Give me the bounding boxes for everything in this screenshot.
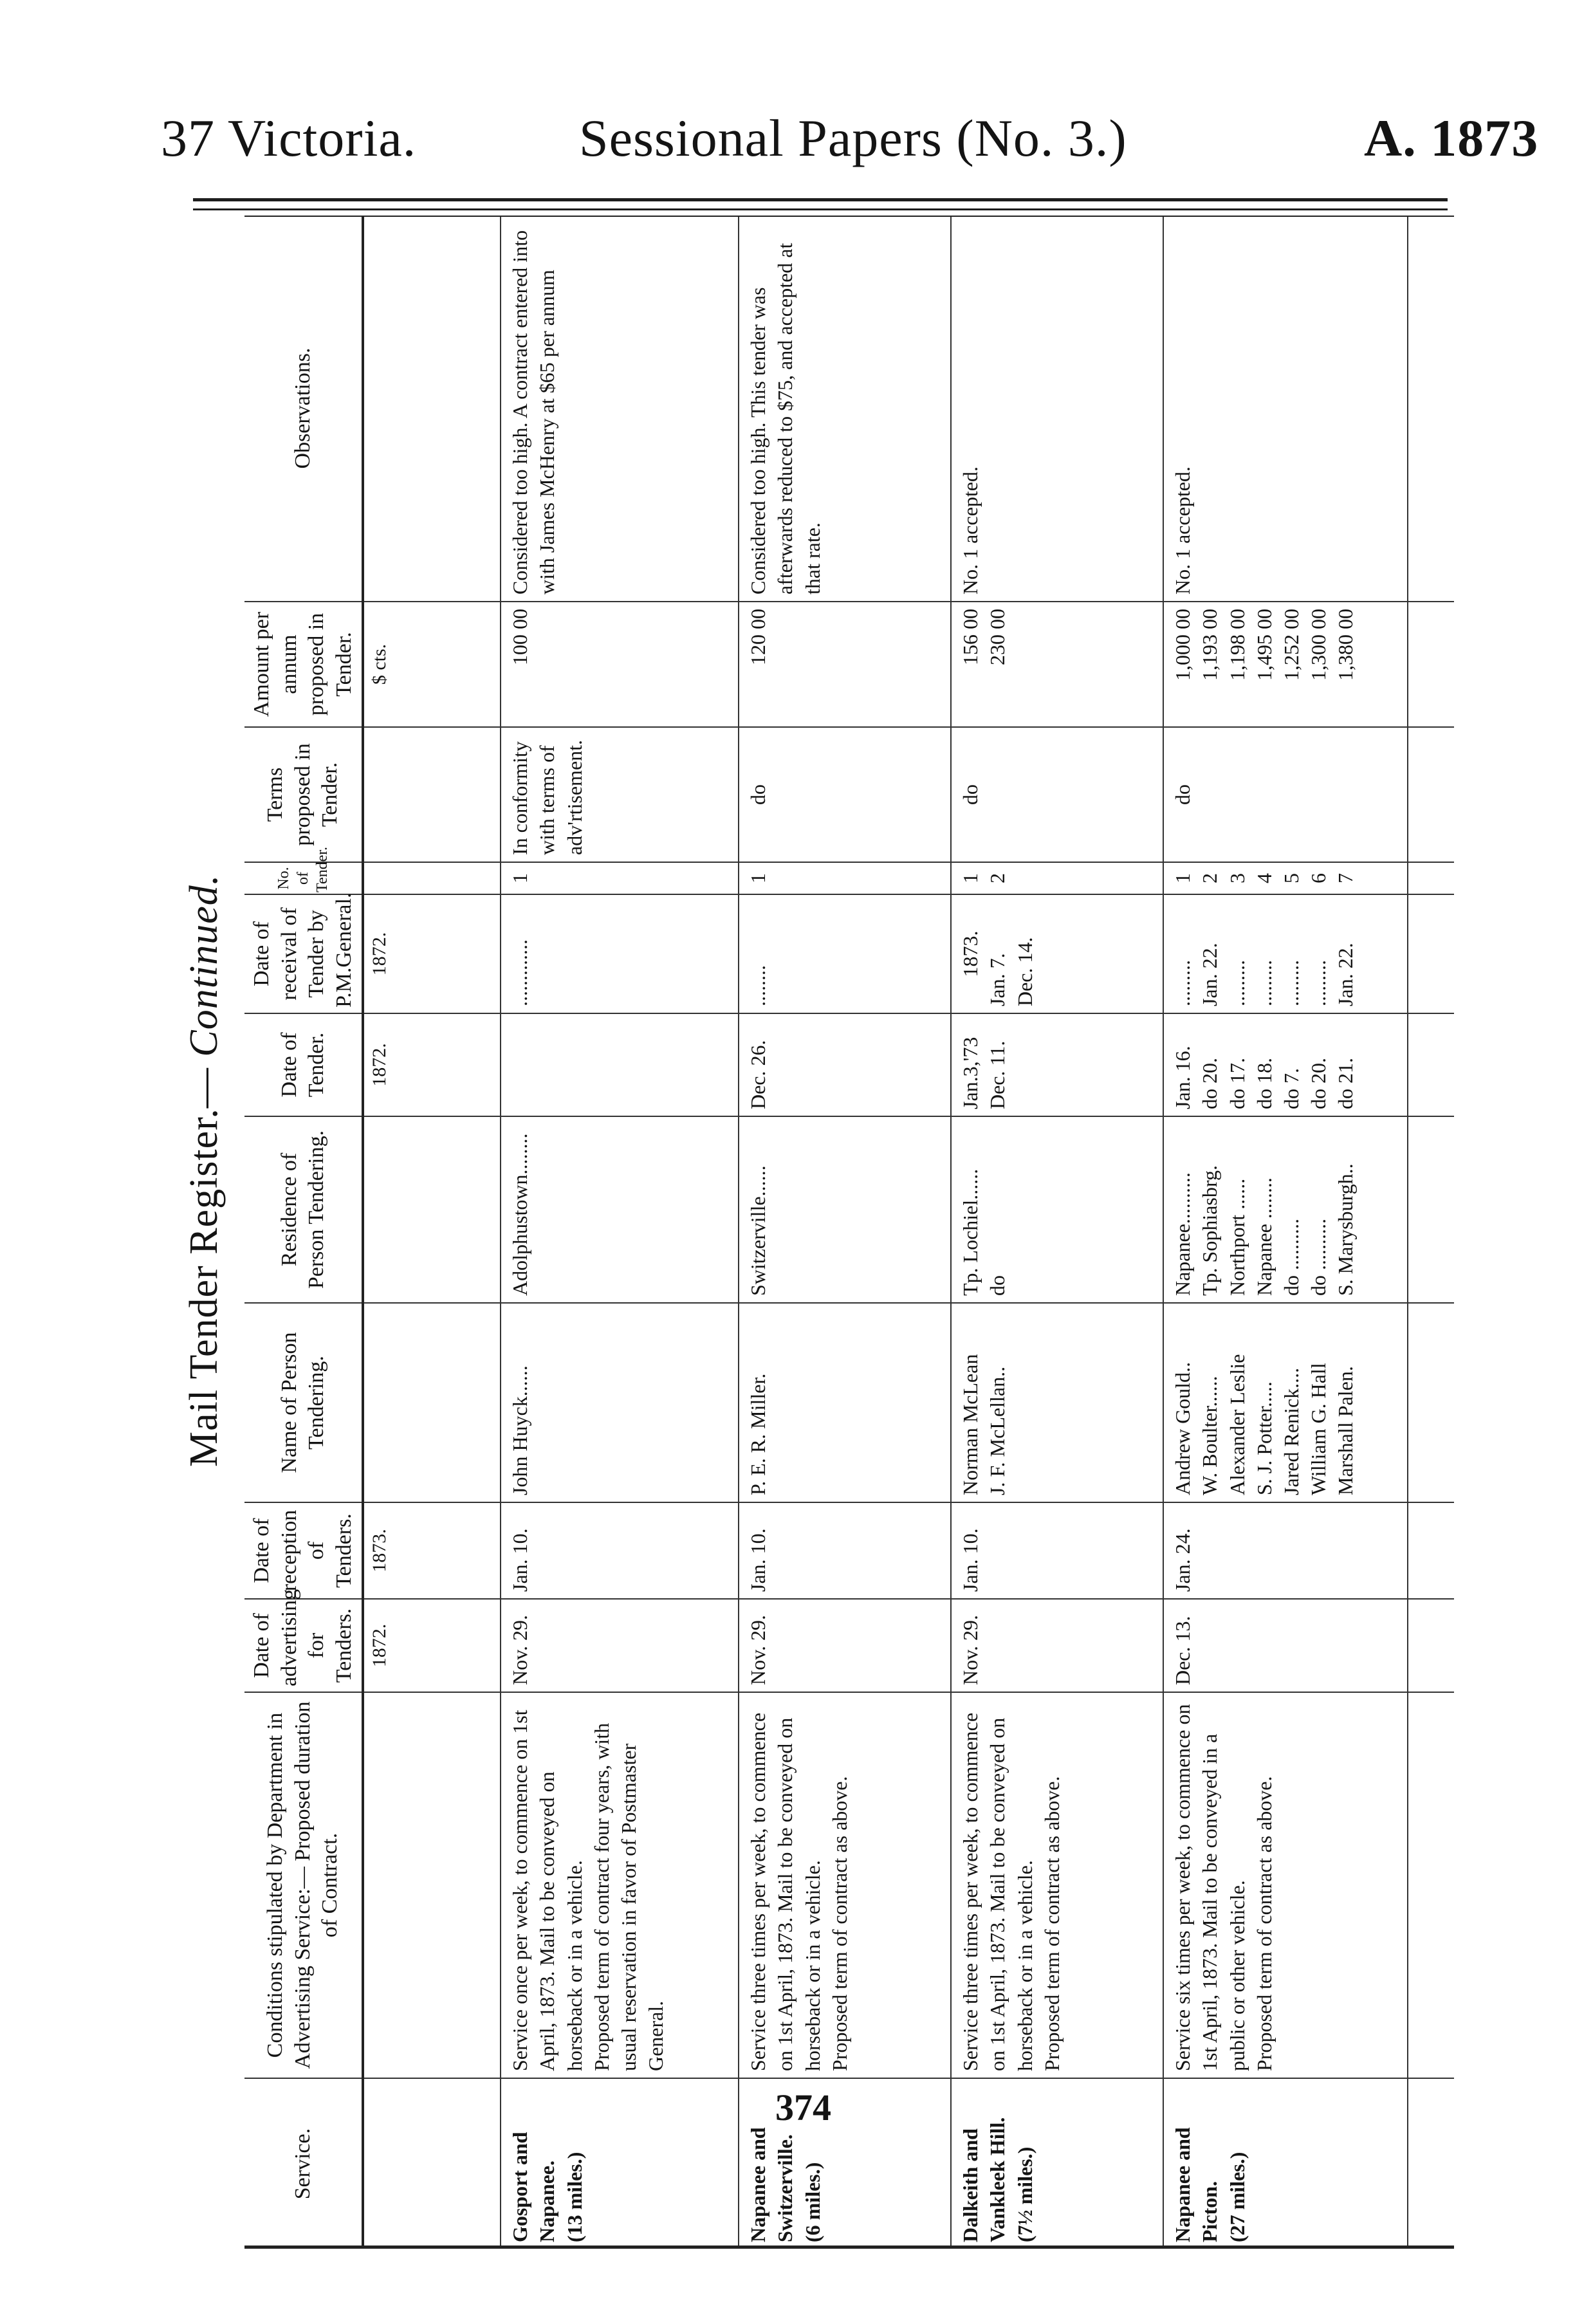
tenderer-residence: S. Marysburgh.. bbox=[1334, 1163, 1358, 1296]
tenderer-residence: Tp. Lochiel...... bbox=[959, 1168, 982, 1296]
table-row bbox=[951, 216, 1163, 2249]
unit-receival-year: 1872. bbox=[363, 894, 501, 1013]
duration-text: Proposed term of contract as above. bbox=[1040, 1776, 1064, 2071]
tenderer-residence: Napanee ........ bbox=[1252, 1177, 1276, 1296]
tender-number: 2 bbox=[1198, 873, 1222, 883]
receival-date: Jan. 22. bbox=[1198, 943, 1222, 1006]
amount-cell bbox=[951, 602, 1163, 727]
page-number: 374 bbox=[775, 2087, 831, 2128]
receival-date: Jan. 22. bbox=[1334, 943, 1358, 1006]
duration-text: Proposed term of contract as above. bbox=[1252, 1776, 1276, 2071]
tender-no-cell bbox=[951, 862, 1163, 894]
tender-number: 5 bbox=[1280, 873, 1303, 883]
service-distance: (27 miles.) bbox=[1225, 2152, 1249, 2242]
table-row bbox=[739, 216, 951, 2249]
receival-date: ......... bbox=[1171, 960, 1195, 1006]
service-cell bbox=[1163, 2078, 1408, 2249]
tender-no-cell bbox=[501, 862, 739, 894]
units-row bbox=[363, 216, 501, 2249]
receival-date: ......... bbox=[1280, 960, 1303, 1006]
tenderer-residence: Northport ...... bbox=[1225, 1178, 1249, 1296]
amount-cell bbox=[501, 602, 739, 727]
terms-cell: do bbox=[1163, 727, 1408, 862]
tenderer-residence: do bbox=[986, 1275, 1009, 1296]
duration-text: Proposed term of contract four years, with usual reservation in favor of Postmaster General. bbox=[589, 1722, 668, 2071]
register-title-continued: Continued. bbox=[182, 874, 226, 1057]
tender-date: Dec. 26. bbox=[746, 1040, 770, 1109]
unit-adv-year: 1872. bbox=[363, 1599, 501, 1692]
col-header-name: Name of Person Tendering. bbox=[244, 1303, 363, 1502]
tender-date: Jan.3,'73 bbox=[959, 1037, 982, 1109]
tender-date: do 20. bbox=[1307, 1058, 1331, 1109]
conditions-text: Service six times per week, to commence on 1st April, 1873. Mail to be conveyed in a public or other vehicle. bbox=[1171, 1704, 1249, 2071]
service-name: Dalkeith and Vankleek Hill. bbox=[959, 2117, 1009, 2242]
tender-number: 2 bbox=[986, 873, 1009, 883]
col-header-conditions: Conditions stipulated by Department in Advertising Service:— Proposed duration of Contract. bbox=[244, 1692, 363, 2078]
amount-value: 1,380 00 bbox=[1334, 609, 1358, 681]
observations-cell: Considered too high. A contract entered into with James McHenry at $65 per annum bbox=[501, 216, 739, 602]
conditions-cell bbox=[501, 1692, 739, 2078]
col-header-observations: Observations. bbox=[244, 216, 363, 602]
service-distance: (13 miles.) bbox=[562, 2152, 586, 2242]
service-distance: (6 miles.) bbox=[800, 2162, 824, 2242]
tenderer-name: Andrew Gould.. bbox=[1171, 1361, 1195, 1495]
col-header-tender-no: No. of Tender. bbox=[244, 862, 363, 894]
dates-receival-cell bbox=[1163, 894, 1408, 1013]
date-adv-cell: Nov. 29. bbox=[951, 1599, 1163, 1692]
amount-value: 1,198 00 bbox=[1225, 609, 1249, 681]
header-rule bbox=[193, 198, 1448, 201]
amount-value: 1,495 00 bbox=[1252, 609, 1276, 681]
col-header-date-advertising: Date of advertising for Tenders. bbox=[244, 1599, 363, 1692]
conditions-text: Service once per week, to commence on 1st April, 1873. Mail to be conveyed on horseback or in a vehicle. bbox=[508, 1710, 586, 2071]
service-distance: (7½ miles.) bbox=[1013, 2146, 1036, 2242]
unit-tender-year: 1872. bbox=[363, 1013, 501, 1116]
header-rule-thin bbox=[193, 208, 1448, 210]
date-rec-cell: Jan. 10. bbox=[951, 1502, 1163, 1599]
tender-number: 1 bbox=[1171, 873, 1195, 883]
tender-date: Jan. 16. bbox=[1171, 1046, 1195, 1109]
tender-date: Dec. 11. bbox=[986, 1040, 1009, 1109]
header-title: Sessional Papers (No. 3.) bbox=[579, 109, 1127, 167]
names-cell bbox=[501, 1303, 739, 1502]
tenderer-residence: Switzerville...... bbox=[746, 1165, 770, 1296]
tenderer-name: S. J. Potter..... bbox=[1252, 1381, 1276, 1495]
conditions-text: Service three times per week, to commence on 1st April, 1873. Mail to be conveyed on horseback or in a vehicle. bbox=[746, 1712, 824, 2071]
terms-cell: do bbox=[739, 727, 951, 862]
receival-date: ......... bbox=[1307, 960, 1331, 1006]
dates-tender-cell bbox=[501, 1013, 739, 1116]
tender-number: 1 bbox=[508, 873, 532, 883]
amount-value: 1,193 00 bbox=[1198, 609, 1222, 681]
date-rec-cell: Jan. 24. bbox=[1163, 1502, 1408, 1599]
tender-number: 3 bbox=[1225, 873, 1249, 883]
receival-date: ........ bbox=[746, 965, 770, 1006]
service-name: Gosport and Napanee. bbox=[508, 2132, 559, 2242]
tender-no-cell bbox=[1163, 862, 1408, 894]
conditions-cell bbox=[951, 1692, 1163, 2078]
tender-number: 1 bbox=[959, 873, 982, 883]
receival-year: 1873. bbox=[959, 930, 982, 977]
receival-date: ......... bbox=[1225, 960, 1249, 1006]
dates-receival-cell bbox=[951, 894, 1163, 1013]
residences-cell bbox=[1163, 1116, 1408, 1303]
unit-amount: $ cts. bbox=[363, 602, 501, 727]
duration-text: Proposed term of contract as above. bbox=[827, 1776, 851, 2071]
service-cell bbox=[739, 2078, 951, 2249]
tender-number: 7 bbox=[1334, 873, 1358, 883]
tenderer-residence: do .......... bbox=[1307, 1219, 1331, 1296]
col-header-date-receival: Date of receival of Tender by P.M.General. bbox=[244, 894, 363, 1013]
tender-date: do 17. bbox=[1225, 1058, 1249, 1109]
tenderer-name: W. Boulter...... bbox=[1198, 1376, 1222, 1495]
tender-date: do 7. bbox=[1280, 1068, 1303, 1109]
tenderer-name: William G. Hall bbox=[1307, 1363, 1331, 1495]
col-header-date-tender: Date of Tender. bbox=[244, 1013, 363, 1116]
date-rec-cell: Jan. 10. bbox=[739, 1502, 951, 1599]
residences-cell bbox=[951, 1116, 1163, 1303]
tenderer-name: P. E. R. Miller. bbox=[746, 1373, 770, 1495]
tender-number: 4 bbox=[1252, 873, 1276, 883]
receival-date: Dec. 14. bbox=[1013, 937, 1036, 1006]
service-name: Napanee and Switzerville. bbox=[746, 2127, 797, 2242]
names-cell bbox=[739, 1303, 951, 1502]
receival-date: ............. bbox=[508, 939, 532, 1006]
names-cell bbox=[951, 1303, 1163, 1502]
header-session: 37 Victoria. bbox=[161, 109, 417, 167]
dates-tender-cell bbox=[951, 1013, 1163, 1116]
dates-receival-cell bbox=[501, 894, 739, 1013]
amount-value: 1,252 00 bbox=[1280, 609, 1303, 681]
tenderer-name: Marshall Palen. bbox=[1334, 1366, 1358, 1495]
amount-value: 1,000 00 bbox=[1171, 609, 1195, 681]
tender-number: 1 bbox=[746, 873, 770, 883]
dates-tender-cell bbox=[1163, 1013, 1408, 1116]
receival-date: Jan. 7. bbox=[986, 953, 1009, 1006]
tender-date: do 20. bbox=[1198, 1058, 1222, 1109]
col-header-terms: Terms proposed in Tender. bbox=[244, 727, 363, 862]
header-year: A. 1873 bbox=[1364, 109, 1539, 167]
service-name: Napanee and Picton. bbox=[1171, 2127, 1222, 2242]
tender-date: do 21. bbox=[1334, 1058, 1358, 1109]
tenderer-name: John Huyck...... bbox=[508, 1365, 532, 1495]
date-adv-cell: Nov. 29. bbox=[739, 1599, 951, 1692]
tender-no-cell bbox=[739, 862, 951, 894]
dates-receival-cell bbox=[739, 894, 951, 1013]
col-header-date-reception: Date of reception of Tenders. bbox=[244, 1502, 363, 1599]
amount-value: 120 00 bbox=[746, 609, 770, 665]
date-rec-cell: Jan. 10. bbox=[501, 1502, 739, 1599]
date-adv-cell: Dec. 13. bbox=[1163, 1599, 1408, 1692]
col-header-residence: Residence of Person Tendering. bbox=[244, 1116, 363, 1303]
observations-cell: No. 1 accepted. bbox=[951, 216, 1163, 602]
tenderer-residence: Napanee.......... bbox=[1171, 1172, 1195, 1296]
tenderer-residence: Adolphustown........ bbox=[508, 1133, 532, 1296]
tenderer-residence: do .......... bbox=[1280, 1219, 1303, 1296]
observations-cell: Considered too high. This tender was afterwards reduced to $75, and accepted at that rate. bbox=[739, 216, 951, 602]
unit-rec-year: 1873. bbox=[363, 1502, 501, 1599]
conditions-cell bbox=[1163, 1692, 1408, 2078]
terms-cell: In conformity with terms of adv'rtisement. bbox=[501, 727, 739, 862]
tender-date: do 18. bbox=[1252, 1058, 1276, 1109]
terms-cell: do bbox=[951, 727, 1163, 862]
table-row bbox=[1163, 216, 1408, 2249]
header-row bbox=[244, 216, 363, 2249]
tenderer-name: Alexander Leslie bbox=[1225, 1354, 1249, 1495]
amount-value: 100 00 bbox=[508, 609, 532, 665]
names-cell bbox=[1163, 1303, 1408, 1502]
tenderer-name: J. F. McLellan.. bbox=[986, 1366, 1009, 1495]
conditions-cell bbox=[739, 1692, 951, 2078]
table-row-remainder bbox=[1408, 216, 1454, 2249]
service-cell bbox=[951, 2078, 1163, 2249]
col-header-amount: Amount per annum proposed in Tender. bbox=[244, 602, 363, 727]
amount-cell bbox=[1163, 602, 1408, 727]
register-title-main: Mail Tender Register.— bbox=[182, 1067, 226, 1467]
residences-cell bbox=[501, 1116, 739, 1303]
tenderer-residence: Tp. Sophiasbrg. bbox=[1198, 1165, 1222, 1296]
register-title bbox=[181, 874, 227, 1467]
tenderer-name: Jared Renick.... bbox=[1280, 1367, 1303, 1495]
date-adv-cell: Nov. 29. bbox=[501, 1599, 739, 1692]
observations-cell: No. 1 accepted. bbox=[1163, 216, 1408, 602]
conditions-text: Service three times per week, to commence on 1st April, 1873. Mail to be conveyed on horseback or in a vehicle. bbox=[959, 1712, 1036, 2071]
service-cell bbox=[501, 2078, 739, 2249]
amount-cell bbox=[739, 602, 951, 727]
col-header-service: Service. bbox=[244, 2078, 363, 2249]
tender-number: 6 bbox=[1307, 873, 1331, 883]
tender-register-table-wrapper bbox=[244, 216, 1454, 2249]
table-row bbox=[501, 216, 739, 2249]
tenderer-name: Norman McLean bbox=[959, 1354, 982, 1495]
amount-value: 1,300 00 bbox=[1307, 609, 1331, 681]
amount-value: 230 00 bbox=[986, 609, 1009, 665]
residences-cell bbox=[739, 1116, 951, 1303]
dates-tender-cell bbox=[739, 1013, 951, 1116]
receival-date: ......... bbox=[1252, 960, 1276, 1006]
tender-register-table bbox=[244, 216, 1454, 2249]
amount-value: 156 00 bbox=[959, 609, 982, 665]
